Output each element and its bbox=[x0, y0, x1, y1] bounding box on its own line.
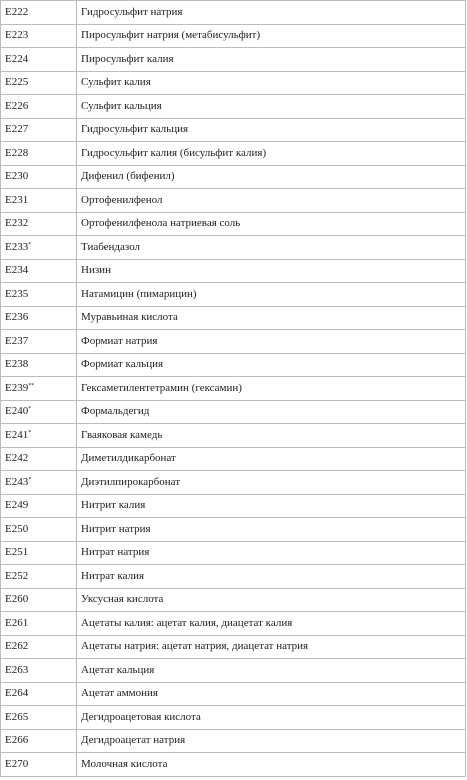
additive-code-cell bbox=[1, 729, 77, 753]
table-row bbox=[1, 471, 466, 495]
additive-name: Муравьиная кислота bbox=[77, 306, 466, 330]
additive-code: E228 bbox=[5, 146, 29, 159]
additive-name: Формиат кальция bbox=[77, 353, 466, 377]
additive-code: E241 bbox=[5, 428, 29, 441]
additive-code-cell bbox=[1, 447, 77, 471]
additive-code-cell bbox=[1, 400, 77, 424]
additive-code-cell bbox=[1, 471, 77, 495]
additive-name: Пиросульфит натрия (метабисульфит) bbox=[77, 24, 466, 48]
additive-code-cell bbox=[1, 635, 77, 659]
additive-name: Гексаметилентетрамин (гексамин) bbox=[77, 377, 466, 401]
table-row bbox=[1, 612, 466, 636]
additive-code-cell bbox=[1, 71, 77, 95]
footnote-mark: * bbox=[28, 241, 32, 248]
table-row bbox=[1, 259, 466, 283]
additive-name: Нитрат калия bbox=[77, 565, 466, 589]
additive-code: E262 bbox=[5, 640, 29, 653]
additive-code-cell bbox=[1, 518, 77, 542]
additive-code-cell bbox=[1, 189, 77, 213]
additive-name: Уксусная кислота bbox=[77, 588, 466, 612]
table-row bbox=[1, 353, 466, 377]
additive-code-cell bbox=[1, 588, 77, 612]
table-row bbox=[1, 118, 466, 142]
additive-code: E237 bbox=[5, 334, 29, 347]
additive-name: Нитрит калия bbox=[77, 494, 466, 518]
additive-code-cell bbox=[1, 706, 77, 730]
table-row bbox=[1, 494, 466, 518]
additive-code-cell bbox=[1, 95, 77, 119]
additive-name: Нитрит натрия bbox=[77, 518, 466, 542]
additive-code-cell bbox=[1, 48, 77, 72]
additive-code: E224 bbox=[5, 52, 29, 65]
table-row bbox=[1, 659, 466, 683]
additive-name: Гидросульфит кальция bbox=[77, 118, 466, 142]
table-row bbox=[1, 447, 466, 471]
table-row bbox=[1, 48, 466, 72]
additive-code: E263 bbox=[5, 663, 29, 676]
table-row bbox=[1, 71, 466, 95]
additive-name: Ацетаты натрия: ацетат натрия, диацетат натрия bbox=[77, 635, 466, 659]
additive-code: E242 bbox=[5, 452, 29, 465]
table-row bbox=[1, 753, 466, 777]
additive-code-cell bbox=[1, 612, 77, 636]
table-row bbox=[1, 24, 466, 48]
additive-code: E238 bbox=[5, 358, 29, 371]
table-row bbox=[1, 565, 466, 589]
additive-code-cell bbox=[1, 142, 77, 166]
additive-code-cell bbox=[1, 118, 77, 142]
additive-code: E230 bbox=[5, 170, 29, 183]
additive-name: Сульфит калия bbox=[77, 71, 466, 95]
table-row bbox=[1, 165, 466, 189]
additive-name: Дегидроацетовая кислота bbox=[77, 706, 466, 730]
table-row bbox=[1, 283, 466, 307]
additive-code-cell bbox=[1, 236, 77, 260]
additive-code-cell bbox=[1, 377, 77, 401]
table-row bbox=[1, 189, 466, 213]
additive-code-cell bbox=[1, 24, 77, 48]
additive-name: Дегидроацетат натрия bbox=[77, 729, 466, 753]
table-row bbox=[1, 706, 466, 730]
additive-code: E249 bbox=[5, 499, 29, 512]
additive-name: Гидросульфит калия (бисульфит калия) bbox=[77, 142, 466, 166]
additive-name: Ацетат кальция bbox=[77, 659, 466, 683]
table-row bbox=[1, 424, 466, 448]
additive-code: E250 bbox=[5, 522, 29, 535]
additive-code-cell bbox=[1, 682, 77, 706]
footnote-mark: ** bbox=[28, 382, 35, 389]
additive-code-cell bbox=[1, 541, 77, 565]
additive-code: E222 bbox=[5, 5, 29, 18]
table-row bbox=[1, 400, 466, 424]
additive-name: Ацетат аммония bbox=[77, 682, 466, 706]
additive-name: Формиат натрия bbox=[77, 330, 466, 354]
table-row bbox=[1, 588, 466, 612]
additive-code-cell bbox=[1, 424, 77, 448]
table-row bbox=[1, 682, 466, 706]
additive-code-cell bbox=[1, 353, 77, 377]
additive-code: E251 bbox=[5, 546, 29, 559]
table-row bbox=[1, 95, 466, 119]
additive-code-cell bbox=[1, 306, 77, 330]
additive-name: Диэтилпирокарбонат bbox=[77, 471, 466, 495]
additives-table-body bbox=[1, 1, 466, 777]
table-row bbox=[1, 635, 466, 659]
table-row bbox=[1, 236, 466, 260]
additive-code-cell bbox=[1, 494, 77, 518]
additive-code: E227 bbox=[5, 123, 29, 136]
footnote-mark: * bbox=[28, 476, 32, 483]
additive-name: Ортофенилфенола натриевая соль bbox=[77, 212, 466, 236]
additive-name: Нитрат натрия bbox=[77, 541, 466, 565]
additive-code-cell bbox=[1, 259, 77, 283]
additive-code: E260 bbox=[5, 593, 29, 606]
table-row bbox=[1, 1, 466, 25]
additive-code: E261 bbox=[5, 616, 29, 629]
table-row bbox=[1, 142, 466, 166]
additive-name: Гидросульфит натрия bbox=[77, 1, 466, 25]
additive-code: E240 bbox=[5, 405, 29, 418]
additive-code: E233 bbox=[5, 240, 29, 253]
additive-code: E223 bbox=[5, 29, 29, 42]
table-row bbox=[1, 330, 466, 354]
footnote-mark: * bbox=[28, 429, 32, 436]
additive-code-cell bbox=[1, 283, 77, 307]
footnote-mark: * bbox=[28, 406, 32, 413]
additive-code-cell bbox=[1, 753, 77, 777]
additive-name: Молочная кислота bbox=[77, 753, 466, 777]
additive-code: E231 bbox=[5, 193, 29, 206]
additive-code: E252 bbox=[5, 569, 29, 582]
additive-name: Пиросульфит калия bbox=[77, 48, 466, 72]
additive-code: E270 bbox=[5, 757, 29, 770]
additive-name: Диметилдикарбонат bbox=[77, 447, 466, 471]
additive-name: Натамицин (пимарицин) bbox=[77, 283, 466, 307]
additive-code: E225 bbox=[5, 76, 29, 89]
additive-code: E265 bbox=[5, 710, 29, 723]
additive-code: E226 bbox=[5, 99, 29, 112]
additive-name: Дифенил (бифенил) bbox=[77, 165, 466, 189]
additive-code-cell bbox=[1, 165, 77, 189]
additive-code: E235 bbox=[5, 287, 29, 300]
additive-code: E239 bbox=[5, 381, 29, 394]
table-row bbox=[1, 541, 466, 565]
additive-code-cell bbox=[1, 330, 77, 354]
table-row bbox=[1, 729, 466, 753]
table-row bbox=[1, 306, 466, 330]
additive-code-cell bbox=[1, 212, 77, 236]
additive-code: E232 bbox=[5, 217, 29, 230]
additive-code-cell bbox=[1, 659, 77, 683]
additive-name: Гваяковая камедь bbox=[77, 424, 466, 448]
additive-code: E234 bbox=[5, 264, 29, 277]
additive-code-cell bbox=[1, 1, 77, 25]
additive-name: Низин bbox=[77, 259, 466, 283]
table-row bbox=[1, 377, 466, 401]
additive-name: Ортофенилфенол bbox=[77, 189, 466, 213]
additive-code: E264 bbox=[5, 687, 29, 700]
additive-name: Формальдегид bbox=[77, 400, 466, 424]
table-row bbox=[1, 518, 466, 542]
additive-name: Тиабендазол bbox=[77, 236, 466, 260]
additive-code: E243 bbox=[5, 475, 29, 488]
additive-code-cell bbox=[1, 565, 77, 589]
additive-name: Сульфит кальция bbox=[77, 95, 466, 119]
additive-code: E266 bbox=[5, 734, 29, 747]
table-row bbox=[1, 212, 466, 236]
additive-code: E236 bbox=[5, 311, 29, 324]
additive-name: Ацетаты калия: ацетат калия, диацетат калия bbox=[77, 612, 466, 636]
